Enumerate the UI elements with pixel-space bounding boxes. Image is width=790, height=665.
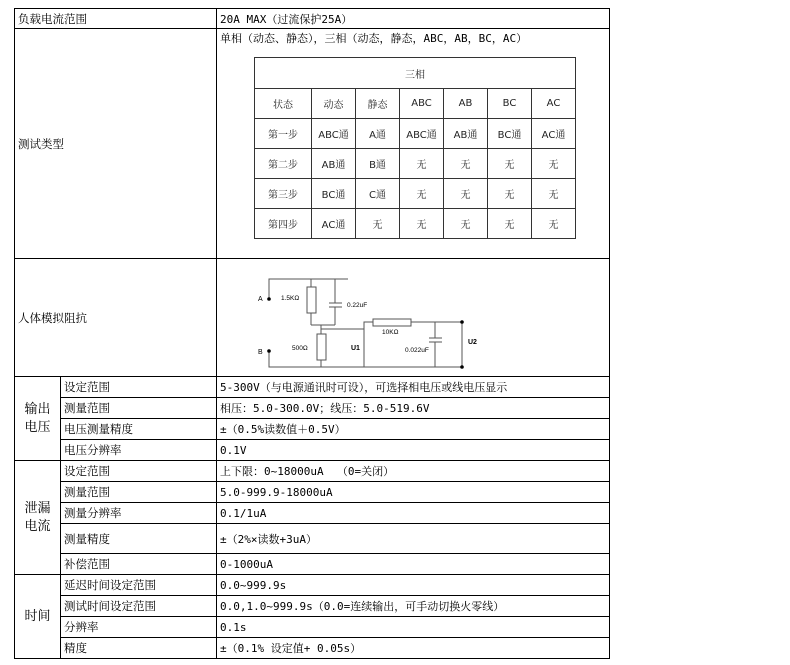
row-label: 电压测量精度	[61, 419, 217, 440]
table-cell: 无	[444, 179, 488, 209]
node-b-label: B	[258, 348, 263, 356]
table-row	[15, 461, 610, 482]
table-cell: 第一步	[255, 119, 312, 149]
table-row	[15, 398, 610, 419]
table-cell: BC通	[488, 119, 532, 149]
table-cell: 第二步	[255, 149, 312, 179]
table-row	[15, 638, 610, 659]
output-voltage-group	[15, 377, 61, 461]
table-row	[255, 209, 576, 239]
table-cell: A通	[356, 119, 400, 149]
table-row	[255, 119, 576, 149]
row-load-current	[15, 9, 610, 29]
table-cell: BC通	[312, 179, 356, 209]
row-label: 测量精度	[61, 524, 217, 554]
body-model-label: 人体模拟阻抗	[15, 259, 217, 377]
row-label: 分辨率	[61, 617, 217, 638]
c1-label: 0.22uF	[347, 301, 368, 309]
three-phase-title: 三相	[255, 58, 576, 89]
row-value: 0.1s	[217, 617, 610, 638]
row-test-type	[15, 29, 610, 259]
spec-table	[14, 8, 610, 659]
header-cell: AB	[444, 89, 488, 119]
leakage-current-group-label: 泄漏电流	[24, 500, 51, 534]
test-type-label: 测试类型	[15, 29, 217, 259]
time-group-label: 时间	[24, 608, 51, 624]
table-row	[15, 554, 610, 575]
load-current-value: 20A MAX（过流保护25A）	[217, 9, 610, 29]
body-impedance-circuit-diagram	[255, 263, 515, 373]
table-cell: AB通	[312, 149, 356, 179]
table-cell: 无	[532, 179, 576, 209]
table-cell: B通	[356, 149, 400, 179]
row-value: 0.1/1uA	[217, 503, 610, 524]
table-cell: AC通	[532, 119, 576, 149]
row-value: ±（0.1% 设定值+ 0.05s）	[217, 638, 610, 659]
header-cell: ABC	[400, 89, 444, 119]
table-cell: C通	[356, 179, 400, 209]
r1-label: 1.5KΩ	[281, 294, 300, 302]
table-cell: AC通	[312, 209, 356, 239]
load-current-label: 负载电流范围	[15, 9, 217, 29]
table-cell: 无	[488, 149, 532, 179]
node-a-label: A	[258, 295, 263, 303]
row-value: 0.1V	[217, 440, 610, 461]
table-cell: 无	[532, 149, 576, 179]
row-label: 设定范围	[61, 377, 217, 398]
three-phase-header-row	[255, 89, 576, 119]
row-label: 测试时间设定范围	[61, 596, 217, 617]
test-type-summary: 单相（动态、静态），三相（动态，静态，ABC，AB，BC，AC）	[220, 32, 528, 45]
r2-label: 500Ω	[292, 344, 308, 352]
table-row	[255, 179, 576, 209]
row-label: 精度	[61, 638, 217, 659]
table-cell: 无	[400, 179, 444, 209]
row-label: 设定范围	[61, 461, 217, 482]
resistor-r2-symbol	[317, 334, 326, 360]
header-cell: 静态	[356, 89, 400, 119]
row-label: 延迟时间设定范围	[61, 575, 217, 596]
row-value: 5.0-999.9-18000uA	[217, 482, 610, 503]
table-cell: ABC通	[400, 119, 444, 149]
table-cell: 无	[400, 209, 444, 239]
row-value: 0.0~999.9s	[217, 575, 610, 596]
table-row	[255, 149, 576, 179]
row-label: 测量分辨率	[61, 503, 217, 524]
row-value: ±（0.5%读数值＋0.5V）	[217, 419, 610, 440]
table-row	[15, 482, 610, 503]
row-value: ±（2%×读数+3uA）	[217, 524, 610, 554]
header-cell: BC	[488, 89, 532, 119]
three-phase-table	[254, 57, 576, 239]
resistor-r1-symbol	[307, 287, 316, 313]
header-cell: 动态	[312, 89, 356, 119]
row-label: 补偿范围	[61, 554, 217, 575]
table-cell: 第三步	[255, 179, 312, 209]
table-cell: 无	[488, 209, 532, 239]
test-type-cell	[217, 29, 610, 259]
body-model-cell	[217, 259, 610, 377]
table-row	[15, 440, 610, 461]
table-cell: 第四步	[255, 209, 312, 239]
r3-label: 10KΩ	[382, 328, 399, 336]
table-cell: 无	[532, 209, 576, 239]
header-cell: AC	[532, 89, 576, 119]
u2-label: U2	[468, 338, 477, 346]
row-value: 上下限：0~18000uA （0=关闭）	[217, 461, 610, 482]
table-row	[15, 617, 610, 638]
table-row	[15, 419, 610, 440]
row-label: 测量范围	[61, 398, 217, 419]
table-cell: 无	[356, 209, 400, 239]
table-cell: 无	[444, 149, 488, 179]
table-cell: 无	[444, 209, 488, 239]
row-value: 5-300V（与电源通讯时可设），可选择相电压或线电压显示	[217, 377, 610, 398]
u1-label: U1	[351, 344, 360, 352]
c2-label: 0.022uF	[405, 346, 429, 354]
row-value: 相压：5.0-300.0V；线压：5.0-519.6V	[217, 398, 610, 419]
table-cell: 无	[488, 179, 532, 209]
table-cell: 无	[400, 149, 444, 179]
table-row	[15, 503, 610, 524]
output-voltage-group-label: 输出电压	[24, 401, 51, 435]
row-label: 测量范围	[61, 482, 217, 503]
row-body-model	[15, 259, 610, 377]
table-cell: ABC通	[312, 119, 356, 149]
leakage-current-group	[15, 461, 61, 575]
time-group	[15, 575, 61, 659]
table-cell: AB通	[444, 119, 488, 149]
row-value: 0-1000uA	[217, 554, 610, 575]
resistor-r3-symbol	[373, 319, 411, 326]
header-cell: 状态	[255, 89, 312, 119]
table-row	[15, 524, 610, 554]
table-row	[15, 575, 610, 596]
table-row	[15, 377, 610, 398]
row-label: 电压分辨率	[61, 440, 217, 461]
table-row	[15, 596, 610, 617]
row-value: 0.0,1.0~999.9s（0.0=连续输出，可手动切换火零线）	[217, 596, 610, 617]
